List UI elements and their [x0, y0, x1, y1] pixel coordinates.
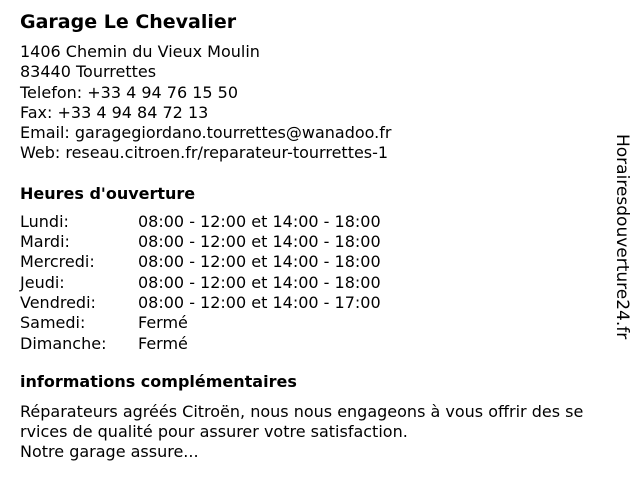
- watermark-text: Horairesdouverture24.fr: [612, 134, 632, 340]
- info-line-1: Réparateurs agréés Citroën, nous nous engageons à vous offrir des se: [20, 401, 584, 421]
- hours-row-wednesday: [20, 252, 632, 272]
- opening-hours-list: [20, 212, 632, 354]
- day-label: Samedi:: [20, 313, 86, 333]
- day-label: Dimanche:: [20, 333, 107, 353]
- hours-row-sunday: [20, 334, 632, 354]
- day-label: Mardi:: [20, 232, 70, 252]
- hours-row-thursday: [20, 273, 632, 293]
- address-line-1: 1406 Chemin du Vieux Moulin: [20, 42, 260, 61]
- day-hours: 08:00 - 12:00 et 14:00 - 18:00: [138, 232, 381, 252]
- address-line-2: 83440 Tourrettes: [20, 62, 157, 82]
- info-line-3: Notre garage assure...: [20, 441, 199, 461]
- fax-number: Fax: +33 4 94 84 72 13: [20, 102, 209, 122]
- additional-info-heading: informations complémentaires: [20, 371, 297, 391]
- day-hours: 08:00 - 12:00 et 14:00 - 18:00: [138, 252, 381, 272]
- day-hours: 08:00 - 12:00 et 14:00 - 18:00: [138, 272, 381, 292]
- day-label: Vendredi:: [20, 292, 96, 312]
- day-label: Jeudi:: [20, 272, 65, 292]
- additional-info-text: [20, 402, 632, 462]
- phone-number: Telefon: +33 4 94 76 15 50: [20, 82, 239, 102]
- day-hours: Fermé: [138, 313, 188, 333]
- hours-row-monday: [20, 212, 632, 232]
- day-label: Mercredi:: [20, 252, 95, 272]
- day-hours: 08:00 - 12:00 et 14:00 - 17:00: [138, 292, 381, 312]
- day-hours: Fermé: [138, 333, 188, 353]
- opening-hours-heading: Heures d'ouverture: [20, 183, 196, 203]
- hours-row-saturday: [20, 313, 632, 333]
- website-address: Web: reseau.citroen.fr/reparateur-tourrettes-1: [20, 143, 389, 163]
- day-label: Lundi:: [20, 211, 69, 231]
- email-address: Email: garagegiordano.tourrettes@wanadoo.fr: [20, 123, 392, 143]
- garage-info-page: [20, 10, 632, 462]
- day-hours: 08:00 - 12:00 et 14:00 - 18:00: [138, 211, 381, 231]
- hours-row-tuesday: [20, 232, 632, 252]
- contact-block: [20, 42, 632, 164]
- info-line-2: rvices de qualité pour assurer votre satisfaction.: [20, 421, 408, 441]
- business-name: Garage Le Chevalier: [20, 11, 237, 33]
- hours-row-friday: [20, 293, 632, 313]
